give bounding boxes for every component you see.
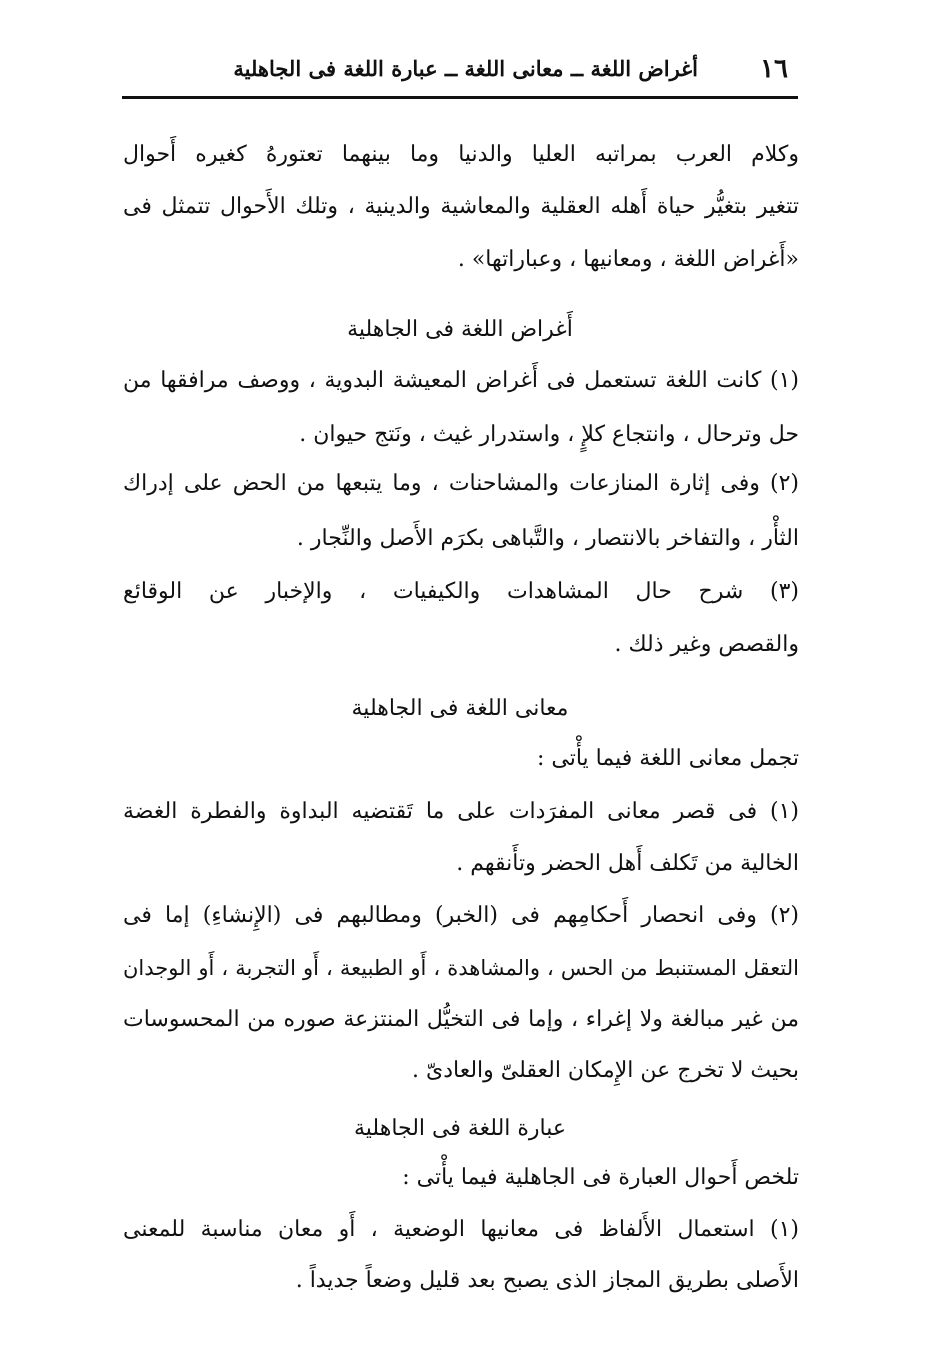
intro-line-1: وكلام العرب بمراتبه العليا والدنيا وما بينهما تعتورهُ كغيره أَحوال (123, 142, 799, 167)
purpose-2-line-1: (٢) وفى إثارة المنازعات والمشاحنات ، وما يتبعها من الحض على إدراك (123, 471, 799, 496)
meaning-2-line-2: التعقل المستنبط من الحس ، والمشاهدة ، أَو الطبيعة ، أَو التجربة ، أَو الوجدان (123, 956, 799, 980)
page-header (122, 48, 798, 99)
meaning-1-line-2: الخالية من تَكلف أَهل الحضر وتأَنقهم . (456, 851, 799, 876)
purpose-3-line-2: والقصص وغير ذلك . (614, 632, 799, 657)
page-number: ١٦ (760, 54, 788, 84)
meanings-intro: تجمل معانى اللغة فيما يأْتى : (536, 746, 799, 771)
purpose-3-line-1: (٣) شرح حال المشاهدات والكيفيات ، والإخبار عن الوقائع (123, 579, 799, 604)
section-heading-expression: عبارة اللغة فى الجاهلية (354, 1116, 566, 1141)
meaning-1-line-1: (١) فى قصر معانى المفرَدات على ما تَقتضيه البداوة والفطرة الغضة (123, 799, 799, 824)
meaning-2-line-4: بحيث لا تخرج عن الإِمكان العقلىّ والعادىّ . (412, 1058, 799, 1083)
section-heading-meanings: معانى اللغة فى الجاهلية (351, 696, 569, 721)
expression-1-line-2: الأَصلى بطريق المجاز الذى يصبح بعد قليل وضعاً جديداً . (295, 1268, 799, 1293)
meaning-2-line-1: (٢) وفى انحصار أَحكامِهم فى (الخبر) ومطالبهم فى (الإِنشاءِ) إما فى (123, 903, 799, 928)
expression-intro: تلخص أَحوال العبارة فى الجاهلية فيما يأْتى : (402, 1165, 799, 1190)
intro-line-2: تتغير بتغيُّر حياة أَهله العقلية والمعاشية والدينية ، وتلك الأَحوال تتمثل فى (123, 194, 799, 219)
expression-1-line-1: (١) استعمال الأَلفاظ فى معانيها الوضعية ، أَو معان مناسبة للمعنى (123, 1217, 799, 1242)
meaning-2-line-3: من غير مبالغة ولا إغراء ، وإما فى التخيُّل المنتزعة صوره من المحسوسات (123, 1007, 799, 1032)
purpose-2-line-2: الثأْر ، والتفاخر بالانتصار ، والتَّباهى بكرَم الأَصل والنِّجار . (296, 526, 799, 551)
purpose-1-line-2: حل وترحال ، وانتجاع كلإٍ ، واستدرار غيث ، ونَتج حيوان . (299, 422, 799, 447)
intro-line-3: «أَغراض اللغة ، ومعانيها ، وعباراتها» . (457, 247, 799, 272)
section-heading-purposes: أَغراض اللغة فى الجاهلية (347, 317, 573, 342)
purpose-1-line-1: (١) كانت اللغة تستعمل فى أَغراض المعيشة البدوية ، ووصف مرافقها من (123, 368, 799, 393)
running-title: أغراض اللغة ــ معانى اللغة ــ عبارة اللغة فى الجاهلية (233, 56, 698, 81)
